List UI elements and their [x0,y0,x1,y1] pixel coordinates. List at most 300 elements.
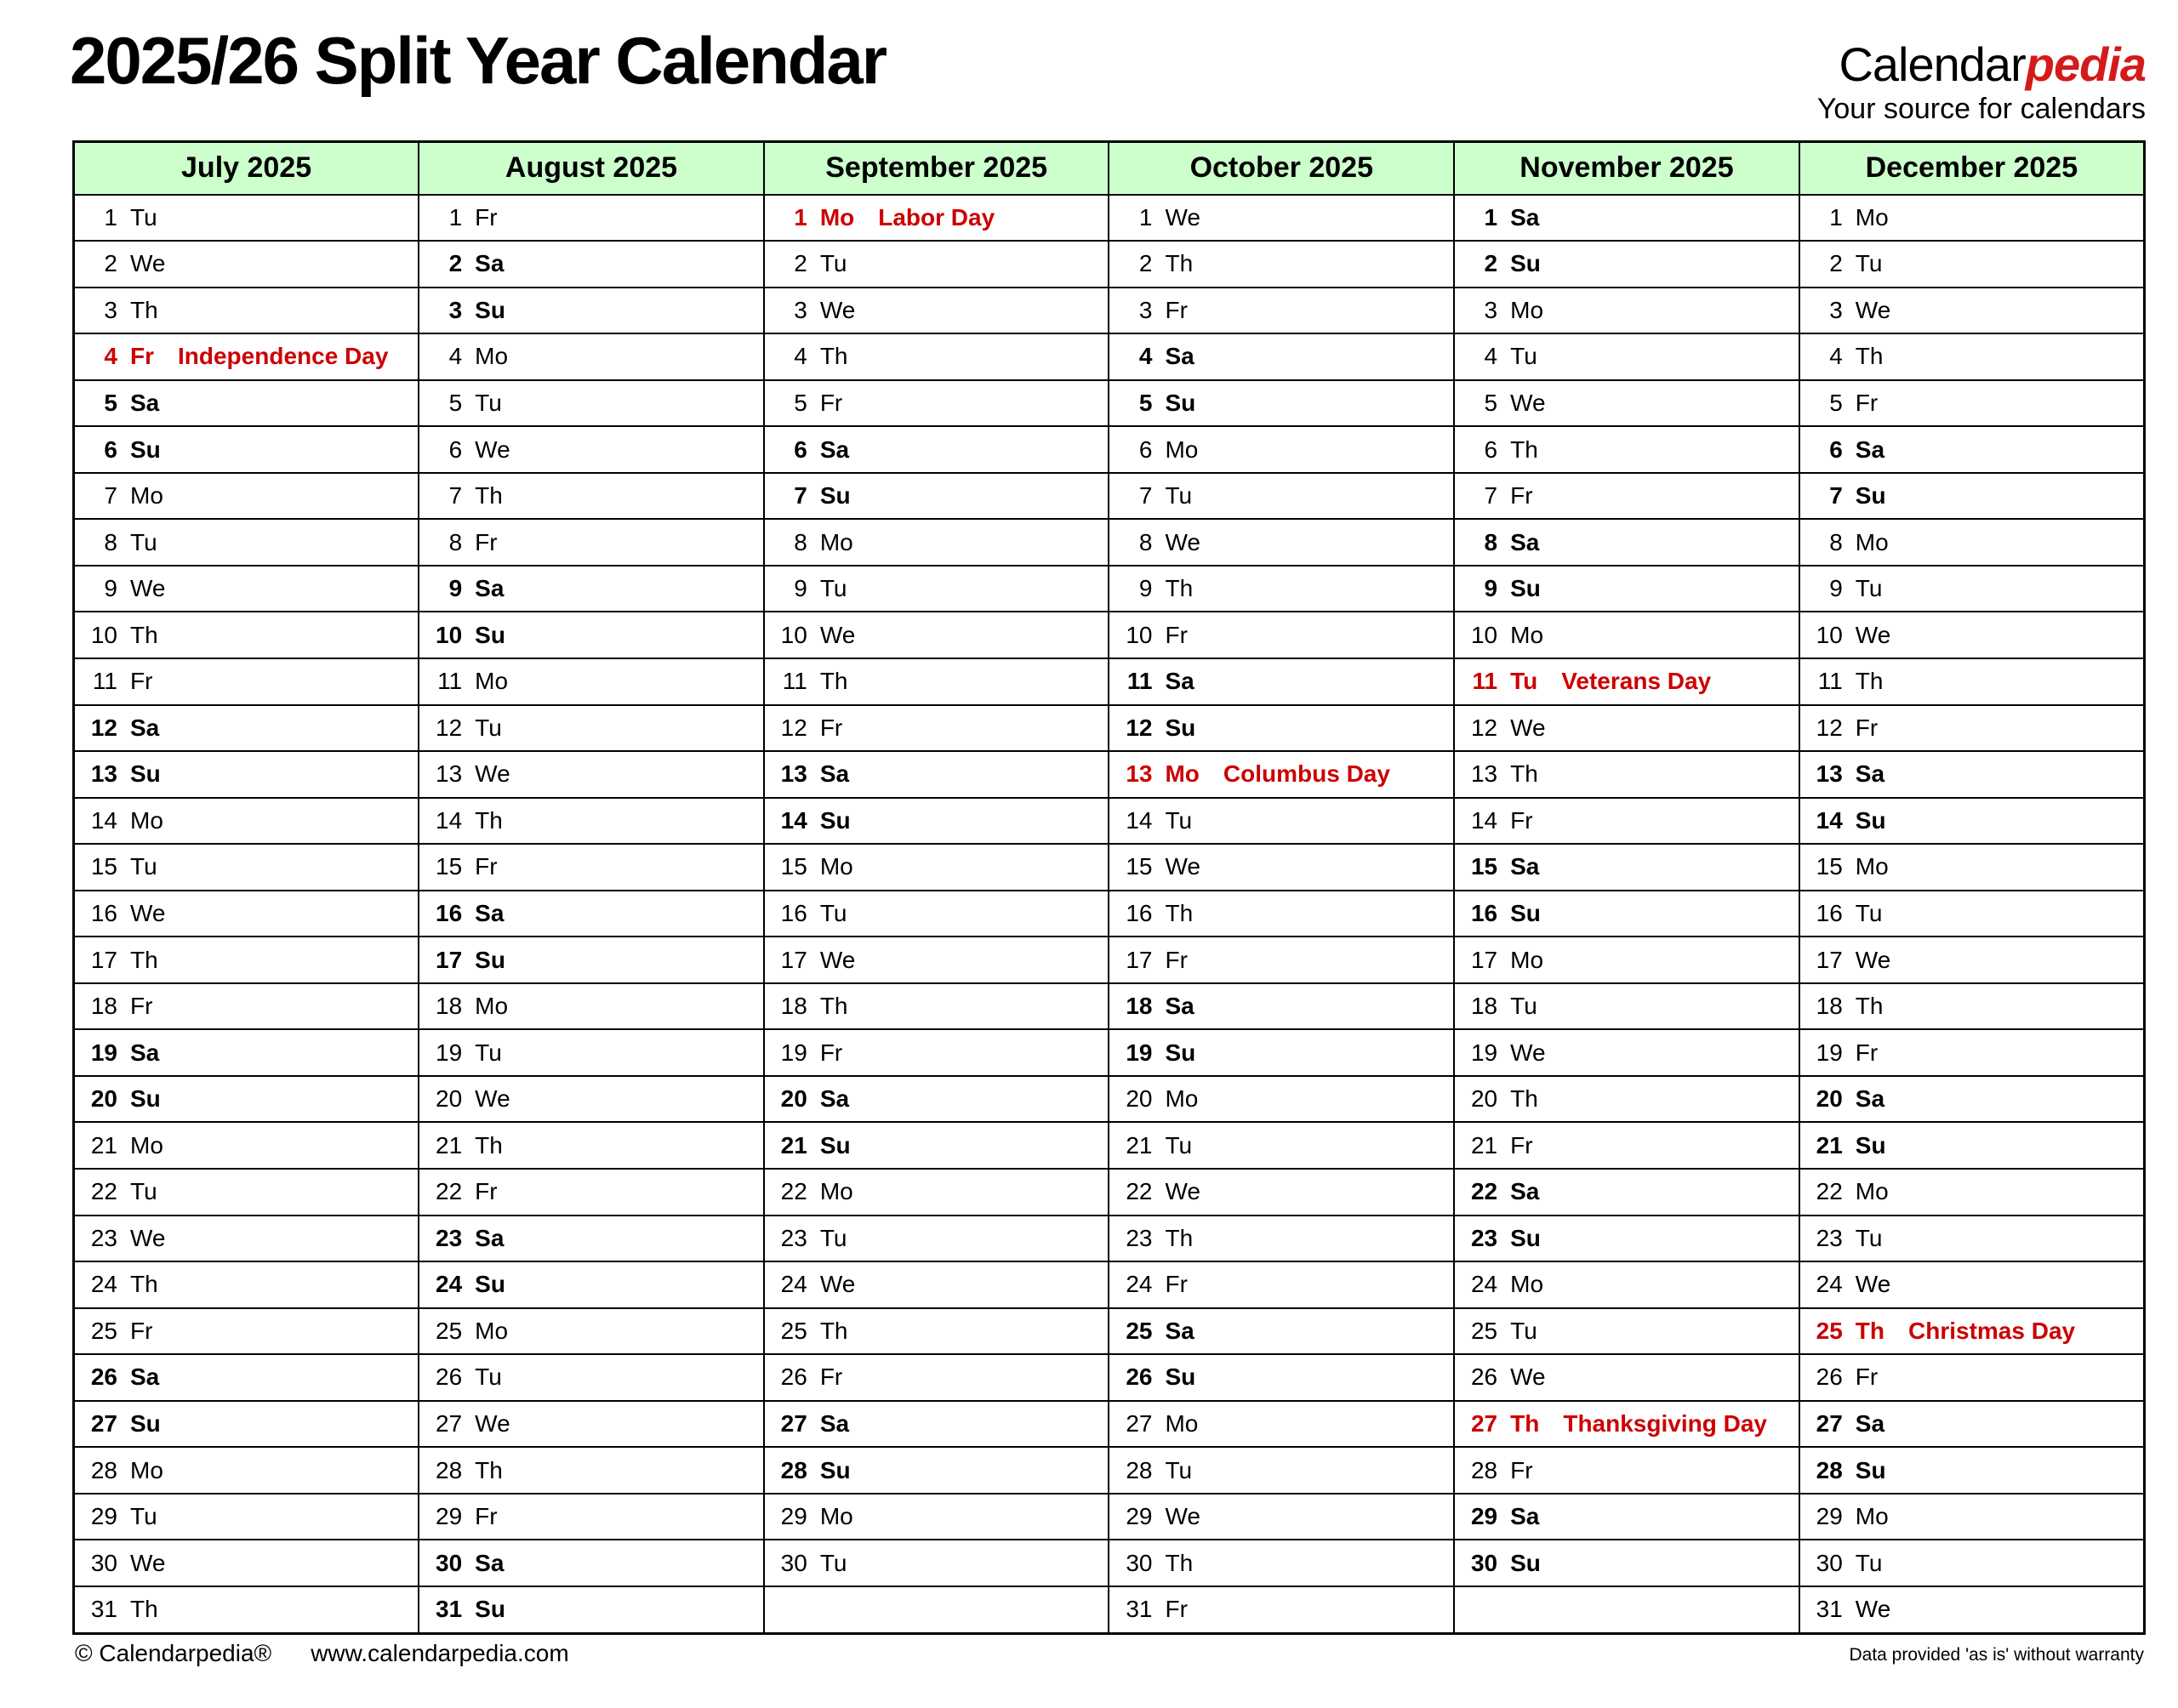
day-number: 16 [1126,899,1153,926]
weekday-abbr: Sa [1510,528,1540,555]
weekday-abbr: Su [475,946,505,973]
day-cell-november-24 [1454,1261,1799,1308]
day-number: 5 [1829,389,1843,416]
day-number: 29 [1470,1503,1498,1530]
day-number: 11 [92,668,117,695]
day-cell-october-12 [1109,705,1454,752]
day-number: 3 [104,296,117,323]
day-number: 21 [1126,1131,1153,1159]
day-cell-october-21 [1109,1122,1454,1169]
day-cell-november-26 [1454,1354,1799,1401]
day-number: 25 [780,1317,807,1344]
day-number: 3 [1484,296,1498,323]
weekday-abbr: Sa [819,1085,850,1113]
day-cell-july-15 [74,844,419,891]
day-cell-december-2 [1799,241,2145,288]
day-number: 3 [1829,296,1843,323]
logo-tagline: Your source for calendars [1816,93,2146,125]
day-number: 7 [448,482,463,510]
weekday-abbr: Mo [1510,621,1544,648]
day-number: 18 [90,993,117,1020]
day-cell-september-25 [764,1308,1109,1355]
weekday-abbr: Su [130,1409,161,1437]
weekday-abbr: Tu [1855,250,1883,277]
weekday-abbr: Fr [130,993,153,1020]
day-row-18 [74,983,2145,1030]
weekday-abbr: Tu [1510,668,1538,695]
weekday-abbr: Mo [1510,296,1544,323]
day-cell-december-10 [1799,612,2145,658]
month-header-september-2025: September 2025 [764,142,1109,195]
month-header-october-2025: October 2025 [1109,142,1454,195]
day-number: 12 [1470,714,1498,741]
day-cell-october-30 [1109,1540,1454,1586]
weekday-abbr: Th [819,1317,848,1344]
weekday-abbr: Mo [130,806,163,834]
weekday-abbr: Su [819,482,851,510]
day-number: 25 [436,1317,463,1344]
weekday-abbr: We [475,1085,510,1113]
weekday-abbr: Th [475,806,503,834]
day-number: 31 [1816,1596,1843,1623]
day-cell-august-6 [419,426,764,473]
weekday-abbr: Th [475,1131,503,1159]
day-cell-december-23 [1799,1216,2145,1262]
weekday-abbr: Su [1510,1224,1541,1251]
day-number: 13 [1126,760,1153,788]
weekday-abbr: Th [1510,436,1538,463]
day-number: 8 [104,528,117,555]
day-cell-august-28 [419,1447,764,1494]
weekday-abbr: We [1165,528,1200,555]
day-number: 5 [104,389,117,416]
weekday-abbr: Sa [819,760,850,788]
day-cell-september-6 [764,426,1109,473]
day-cell-november-2 [1454,241,1799,288]
day-number: 17 [780,946,807,973]
day-number: 3 [1138,296,1153,323]
day-cell-july-3 [74,288,419,334]
weekday-abbr: Mo [130,1456,163,1483]
day-number: 22 [1816,1178,1843,1205]
day-number: 6 [1484,436,1498,463]
day-number: 29 [780,1503,807,1530]
day-cell-september-1 [764,195,1109,242]
weekday-abbr: Fr [475,203,498,231]
day-row-21 [74,1122,2145,1169]
day-row-31 [74,1586,2145,1634]
weekday-abbr: Tu [819,1549,847,1576]
holiday-label: Veterans Day [1561,668,1712,695]
day-number: 11 [1472,668,1498,695]
day-cell-july-18 [74,983,419,1030]
weekday-abbr: Mo [1165,1085,1199,1113]
weekday-abbr: We [1510,389,1546,416]
day-number: 10 [1816,621,1843,648]
day-cell-october-9 [1109,566,1454,612]
day-cell-july-10 [74,612,419,658]
day-number: 16 [90,899,117,926]
weekday-abbr: We [130,575,166,602]
weekday-abbr: Su [475,621,505,648]
day-cell-december-26 [1799,1354,2145,1401]
weekday-abbr: Fr [819,1039,843,1066]
day-number: 14 [1126,806,1153,834]
day-cell-july-9 [74,566,419,612]
weekday-abbr: Su [819,1131,851,1159]
day-cell-november-11 [1454,658,1799,705]
weekday-abbr: Tu [130,1178,157,1205]
day-number: 22 [780,1178,807,1205]
day-number: 6 [1138,436,1153,463]
weekday-abbr: We [1510,1364,1546,1391]
disclaimer-text: Data provided 'as is' without warranty [1849,1645,2144,1665]
day-cell-september-3 [764,288,1109,334]
day-number: 19 [90,1039,117,1066]
day-cell-november-9 [1454,566,1799,612]
day-number: 24 [436,1271,463,1298]
day-cell-november-16 [1454,891,1799,937]
weekday-abbr: Fr [475,1178,498,1205]
day-number: 20 [780,1085,807,1113]
day-number: 21 [436,1131,463,1159]
weekday-abbr: Fr [475,528,498,555]
day-cell-november-17 [1454,937,1799,983]
day-number: 31 [90,1596,117,1623]
day-row-7 [74,473,2145,520]
day-row-28 [74,1447,2145,1494]
day-cell-september-20 [764,1076,1109,1123]
day-cell-december-31 [1799,1586,2145,1634]
day-number: 20 [90,1085,117,1113]
day-cell-august-13 [419,751,764,798]
weekday-abbr: Fr [819,714,843,741]
logo-text-calendar: Calendar [1839,37,2026,91]
weekday-abbr: We [1510,1039,1546,1066]
weekday-abbr: Mo [1510,1271,1544,1298]
weekday-abbr: Su [1165,1364,1196,1391]
holiday-label: Columbus Day [1223,760,1390,788]
weekday-abbr: Su [130,760,161,788]
day-number: 29 [436,1503,463,1530]
weekday-abbr: Tu [130,853,157,880]
weekday-abbr: Th [1165,250,1194,277]
day-number: 24 [1816,1271,1843,1298]
holiday-label: Independence Day [178,343,389,370]
day-cell-july-4 [74,333,419,380]
day-cell-august-31 [419,1586,764,1634]
weekday-abbr: Tu [475,389,502,416]
day-cell-july-16 [74,891,419,937]
day-cell-october-5 [1109,380,1454,427]
day-number: 8 [1138,528,1153,555]
month-header-august-2025: August 2025 [419,142,764,195]
day-number: 7 [794,482,807,510]
weekday-abbr: Fr [1165,946,1188,973]
day-cell-july-30 [74,1540,419,1586]
weekday-abbr: Sa [1165,1317,1194,1344]
day-cell-october-13 [1109,751,1454,798]
weekday-abbr: Th [130,296,158,323]
day-number: 6 [1829,436,1843,463]
weekday-abbr: We [819,1271,856,1298]
day-number: 31 [436,1596,463,1623]
day-number: 30 [1126,1549,1153,1576]
day-cell-july-29 [74,1494,419,1540]
day-number: 13 [780,760,807,788]
day-cell-november-7 [1454,473,1799,520]
day-number: 26 [780,1364,807,1391]
day-number: 25 [1816,1317,1843,1344]
day-cell-december-8 [1799,519,2145,566]
day-cell-august-19 [419,1029,764,1076]
day-number: 30 [436,1549,463,1576]
day-cell-november-22 [1454,1169,1799,1216]
day-cell-november-3 [1454,288,1799,334]
weekday-abbr: Tu [1510,1317,1537,1344]
holiday-label: Christmas Day [1908,1317,2076,1344]
day-cell-november-4 [1454,333,1799,380]
day-number: 27 [90,1409,117,1437]
day-cell-december-14 [1799,798,2145,845]
day-cell-december-17 [1799,937,2145,983]
day-number: 7 [1138,482,1153,510]
day-number: 30 [90,1549,117,1576]
weekday-abbr: Mo [819,1503,853,1530]
day-number: 25 [90,1317,117,1344]
weekday-abbr: Mo [475,343,509,370]
day-cell-september-19 [764,1029,1109,1076]
calendarpedia-logo [1816,37,2146,125]
day-number: 28 [436,1456,463,1483]
day-cell-august-25 [419,1308,764,1355]
day-cell-september-24 [764,1261,1109,1308]
weekday-abbr: We [1165,203,1200,231]
weekday-abbr: Fr [1165,1271,1188,1298]
day-cell-december-4 [1799,333,2145,380]
day-cell-october-18 [1109,983,1454,1030]
day-number: 11 [1126,668,1153,695]
day-number: 30 [780,1549,807,1576]
day-cell-november-18 [1454,983,1799,1030]
day-cell-november-23 [1454,1216,1799,1262]
day-cell-august-24 [419,1261,764,1308]
day-number: 19 [780,1039,807,1066]
day-cell-july-12 [74,705,419,752]
weekday-abbr: Tu [1165,482,1193,510]
day-row-24 [74,1261,2145,1308]
day-number: 26 [436,1364,463,1391]
day-cell-august-4 [419,333,764,380]
weekday-abbr: Tu [1510,343,1537,370]
day-cell-october-2 [1109,241,1454,288]
day-number: 30 [1816,1549,1843,1576]
day-row-22 [74,1169,2145,1216]
day-row-1 [74,195,2145,242]
day-number: 22 [90,1178,117,1205]
day-cell-october-24 [1109,1261,1454,1308]
weekday-abbr: We [1510,714,1546,741]
day-cell-september-4 [764,333,1109,380]
day-number: 23 [1816,1224,1843,1251]
weekday-abbr: Mo [1855,203,1889,231]
day-number: 17 [1470,946,1498,973]
copyright-text: © Calendarpedia® [75,1640,272,1666]
day-number: 14 [1470,806,1498,834]
day-cell-november-28 [1454,1447,1799,1494]
day-cell-december-29 [1799,1494,2145,1540]
empty-cell [764,1586,1109,1634]
day-number: 11 [437,668,463,695]
day-number: 2 [1484,250,1498,277]
day-number: 27 [780,1409,807,1437]
holiday-label: Thanksgiving Day [1563,1409,1767,1437]
day-cell-september-27 [764,1401,1109,1448]
day-number: 12 [90,714,117,741]
weekday-abbr: Mo [1165,1409,1199,1437]
day-cell-december-3 [1799,288,2145,334]
day-cell-december-27 [1799,1401,2145,1448]
day-number: 16 [780,899,807,926]
day-cell-july-5 [74,380,419,427]
weekday-abbr: Fr [819,389,843,416]
weekday-abbr: Sa [1510,853,1540,880]
day-number: 24 [780,1271,807,1298]
weekday-abbr: Sa [1855,1085,1885,1113]
day-cell-august-16 [419,891,764,937]
day-cell-july-11 [74,658,419,705]
day-cell-november-14 [1454,798,1799,845]
day-number: 1 [794,203,807,231]
weekday-abbr: Fr [475,1503,498,1530]
weekday-abbr: Tu [475,1364,502,1391]
day-cell-october-27 [1109,1401,1454,1448]
day-number: 25 [1470,1317,1498,1344]
day-number: 1 [104,203,117,231]
weekday-abbr: Sa [130,1364,160,1391]
day-number: 16 [436,899,463,926]
weekday-abbr: Su [1165,389,1196,416]
day-number: 22 [1470,1178,1498,1205]
weekday-abbr: Sa [819,436,850,463]
day-number: 10 [1126,621,1153,648]
day-number: 3 [794,296,807,323]
day-cell-september-9 [764,566,1109,612]
day-number: 23 [90,1224,117,1251]
weekday-abbr: We [1165,1178,1200,1205]
day-cell-august-3 [419,288,764,334]
day-number: 26 [1126,1364,1153,1391]
month-header-july-2025: July 2025 [74,142,419,195]
day-cell-july-6 [74,426,419,473]
day-cell-september-21 [764,1122,1109,1169]
day-cell-july-24 [74,1261,419,1308]
day-cell-september-8 [764,519,1109,566]
day-cell-november-1 [1454,195,1799,242]
day-row-10 [74,612,2145,658]
weekday-abbr: Fr [1855,714,1879,741]
weekday-abbr: Mo [475,668,509,695]
day-number: 26 [1816,1364,1843,1391]
logo-text-pedia: pedia [2025,37,2146,91]
day-cell-november-13 [1454,751,1799,798]
day-number: 23 [1126,1224,1153,1251]
weekday-abbr: Mo [1165,760,1200,788]
weekday-abbr: Fr [1855,1364,1879,1391]
day-cell-october-16 [1109,891,1454,937]
weekday-abbr: Su [819,1456,851,1483]
day-cell-november-12 [1454,705,1799,752]
day-number: 8 [448,528,463,555]
day-cell-august-15 [419,844,764,891]
day-number: 9 [104,575,117,602]
day-cell-december-25 [1799,1308,2145,1355]
weekday-abbr: Tu [1165,806,1193,834]
weekday-abbr: Th [1510,1409,1540,1437]
day-number: 19 [1470,1039,1498,1066]
day-cell-august-2 [419,241,764,288]
day-cell-december-18 [1799,983,2145,1030]
day-number: 5 [1484,389,1498,416]
weekday-abbr: Tu [1855,1224,1883,1251]
day-cell-september-30 [764,1540,1109,1586]
day-row-19 [74,1029,2145,1076]
day-number: 6 [448,436,463,463]
day-row-29 [74,1494,2145,1540]
day-cell-november-5 [1454,380,1799,427]
day-cell-july-26 [74,1354,419,1401]
weekday-abbr: Th [1165,1549,1194,1576]
day-number: 28 [1816,1456,1843,1483]
day-number: 21 [780,1131,807,1159]
day-number: 4 [1138,343,1153,370]
day-number: 7 [1484,482,1498,510]
weekday-abbr: Sa [130,389,160,416]
day-number: 14 [436,806,463,834]
day-row-17 [74,937,2145,983]
day-number: 13 [436,760,463,788]
weekday-abbr: Th [1855,1317,1884,1344]
weekday-abbr: We [475,760,510,788]
weekday-abbr: Fr [1165,296,1188,323]
day-cell-october-22 [1109,1169,1454,1216]
day-row-13 [74,751,2145,798]
day-number: 20 [1816,1085,1843,1113]
day-number: 18 [1470,993,1498,1020]
weekday-abbr: Mo [819,528,853,555]
day-cell-october-15 [1109,844,1454,891]
day-row-20 [74,1076,2145,1123]
day-cell-december-1 [1799,195,2145,242]
day-number: 18 [436,993,463,1020]
day-number: 7 [1829,482,1843,510]
weekday-abbr: Tu [130,1503,157,1530]
day-number: 10 [90,621,117,648]
day-cell-august-29 [419,1494,764,1540]
weekday-abbr: Su [475,296,505,323]
website-link[interactable]: www.calendarpedia.com [311,1640,569,1666]
day-number: 1 [1138,203,1153,231]
day-number: 15 [780,853,807,880]
weekday-abbr: Mo [130,482,163,510]
day-cell-august-17 [419,937,764,983]
weekday-abbr: Mo [819,853,853,880]
weekday-abbr: We [475,436,510,463]
day-number: 17 [1816,946,1843,973]
day-cell-august-27 [419,1401,764,1448]
day-number: 27 [1470,1409,1498,1437]
day-number: 7 [104,482,117,510]
